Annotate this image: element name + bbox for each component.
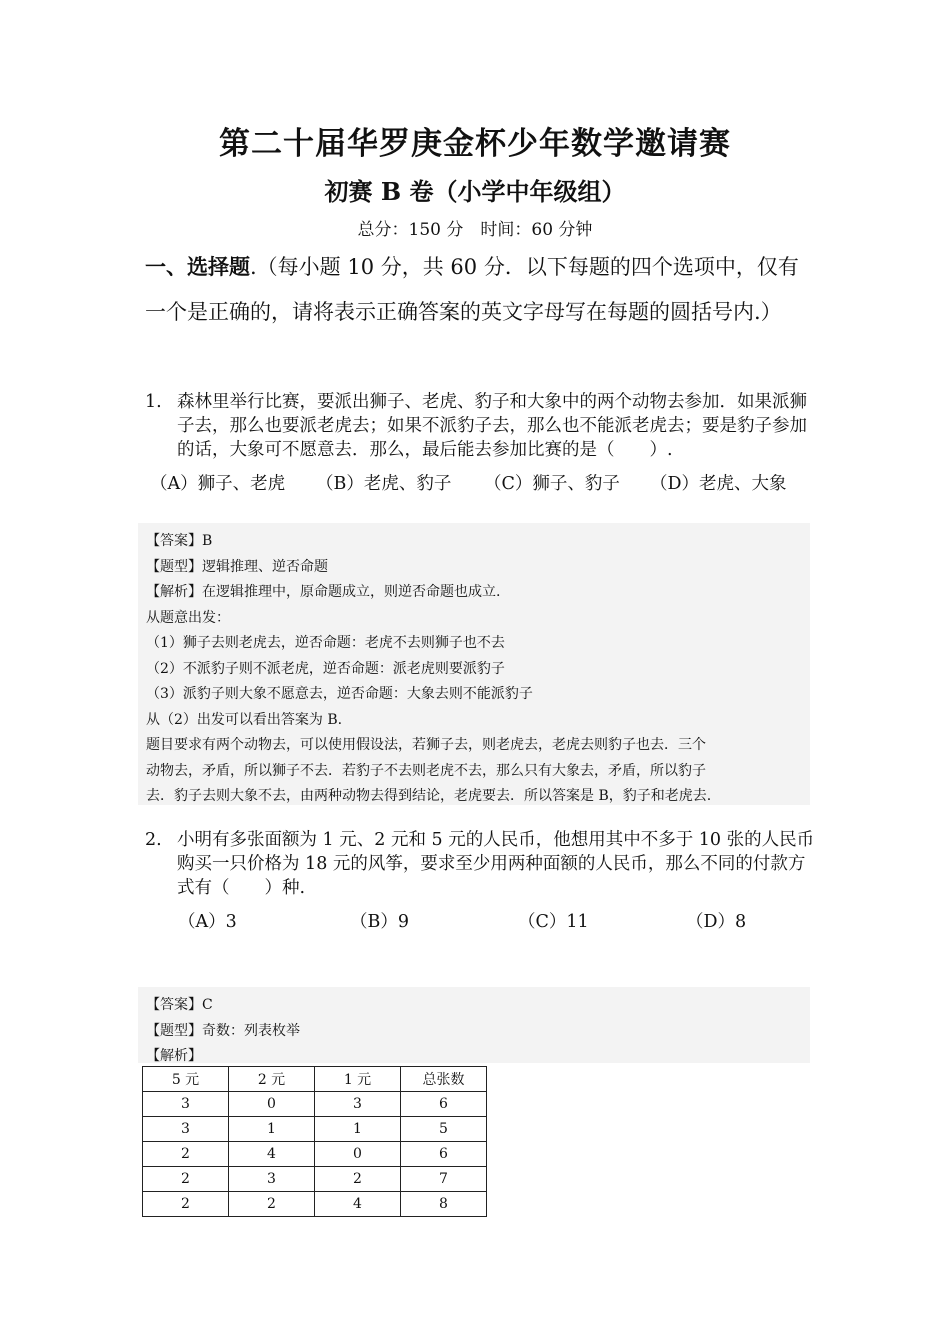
table-cell: 8 (401, 1192, 487, 1217)
type-line: 【题型】奇数：列表枚举 (146, 1022, 300, 1039)
payment-table (142, 1066, 487, 1217)
table-row (143, 1117, 487, 1142)
question-number: 2. (145, 830, 162, 850)
page-subtitle: 初赛 B 卷（小学中年级组） (324, 177, 626, 206)
table-cell: 5 (401, 1117, 487, 1142)
analysis-line: 【解析】 (146, 1048, 202, 1064)
table-cell: 4 (229, 1142, 315, 1167)
answer-line: 【答案】C (146, 997, 213, 1013)
choice-d: （D）8 (686, 912, 747, 932)
choice-c: （C）狮子、豹子 (484, 474, 620, 494)
type-line: 【题型】逻辑推理、逆否命题 (146, 558, 328, 575)
table-cell: 3 (143, 1092, 229, 1117)
analysis-text: 从（2）出发可以看出答案为 B. (146, 711, 343, 728)
question-2 (145, 828, 815, 900)
choice-b: （B）老虎、豹子 (316, 474, 452, 494)
table-header-row (143, 1067, 487, 1092)
table-header-cell: 2 元 (229, 1067, 315, 1092)
solution-box-2 (138, 987, 810, 1063)
table-cell: 7 (401, 1167, 487, 1192)
choice-b: （B）9 (350, 912, 409, 932)
table-cell: 2 (143, 1167, 229, 1192)
score-time-info: 总分：150 分 时间：60 分钟 (357, 220, 593, 240)
choice-d: （D）老虎、大象 (650, 474, 787, 494)
analysis-text: （2）不派豹子则不派老虎，逆否命题：派老虎则要派豹子 (146, 660, 505, 677)
table-cell: 0 (315, 1142, 401, 1167)
analysis-text: 动物去，矛盾，所以狮子不去．若豹子不去则老虎不去，那么只有大象去，矛盾，所以豹子 (146, 762, 706, 779)
table-row (143, 1192, 487, 1217)
table-cell: 3 (229, 1167, 315, 1192)
table-cell: 1 (315, 1117, 401, 1142)
choice-c: （C）11 (518, 912, 589, 932)
analysis-text: （1）狮子去则老虎去，逆否命题：老虎不去则狮子也不去 (146, 635, 505, 651)
table-cell: 2 (229, 1192, 315, 1217)
table-cell: 1 (229, 1117, 315, 1142)
table-cell: 2 (143, 1142, 229, 1167)
analysis-line: 【解析】在逻辑推理中，原命题成立，则逆否命题也成立. (146, 584, 501, 600)
question-stem: 森林里举行比赛，要派出狮子、老虎、豹子和大象中的两个动物去参加．如果派狮子去，那么也要派老虎去；如果不派豹子去，那么也不能派老虎去；要是豹子参加的话，大象可不愿意去．那么，最后能去参加比赛的是（ ）. (177, 392, 807, 460)
analysis-text: （3）派豹子则大象不愿意去，逆否命题：大象去则不能派豹子 (146, 686, 533, 702)
table-row (143, 1167, 487, 1192)
question-1 (145, 390, 815, 462)
section-heading: 一、选择题 (145, 254, 250, 279)
table-cell: 2 (143, 1192, 229, 1217)
table-row (143, 1092, 487, 1117)
table-row (143, 1142, 487, 1167)
table-header-cell: 5 元 (143, 1067, 229, 1092)
page-title: 第二十届华罗庚金杯少年数学邀请赛 (219, 126, 731, 162)
choice-a: （A）狮子、老虎 (150, 474, 286, 494)
table-cell: 3 (143, 1117, 229, 1142)
table-cell: 4 (315, 1192, 401, 1217)
table-cell: 0 (229, 1092, 315, 1117)
answer-value: C (202, 997, 213, 1013)
table-header-cell: 总张数 (401, 1067, 487, 1092)
answer-value: B (202, 533, 213, 549)
choice-a: （A）3 (178, 912, 237, 932)
analysis-text: 去．豹子去则大象不去，由两种动物去得到结论，老虎要去．所以答案是 B，豹子和老虎去. (146, 788, 712, 804)
solution-box-1 (138, 523, 810, 805)
section-instructions-text: .（每小题 10 分，共 60 分．以下每题的四个选项中，仅有一个是正确的，请将表示正确答案的英文字母写在每题的圆括号内.） (145, 255, 799, 324)
answer-line: 【答案】B (146, 533, 213, 549)
table-cell: 2 (315, 1167, 401, 1192)
question-number: 1. (145, 392, 162, 412)
table-cell: 6 (401, 1142, 487, 1167)
analysis-text: 题目要求有两个动物去，可以使用假设法，若狮子去，则老虎去，老虎去则豹子也去．三个 (146, 737, 706, 753)
question-stem: 小明有多张面额为 1 元、2 元和 5 元的人民币，他想用其中不多于 10 张的人民币购买一只价格为 18 元的风筝，要求至少用两种面额的人民币，那么不同的付款方式有（ ）种. (177, 830, 815, 898)
table-cell: 3 (315, 1092, 401, 1117)
table-cell: 6 (401, 1092, 487, 1117)
section-instructions (145, 244, 815, 335)
table-header-cell: 1 元 (315, 1067, 401, 1092)
analysis-text: 从题意出发： (146, 609, 230, 626)
